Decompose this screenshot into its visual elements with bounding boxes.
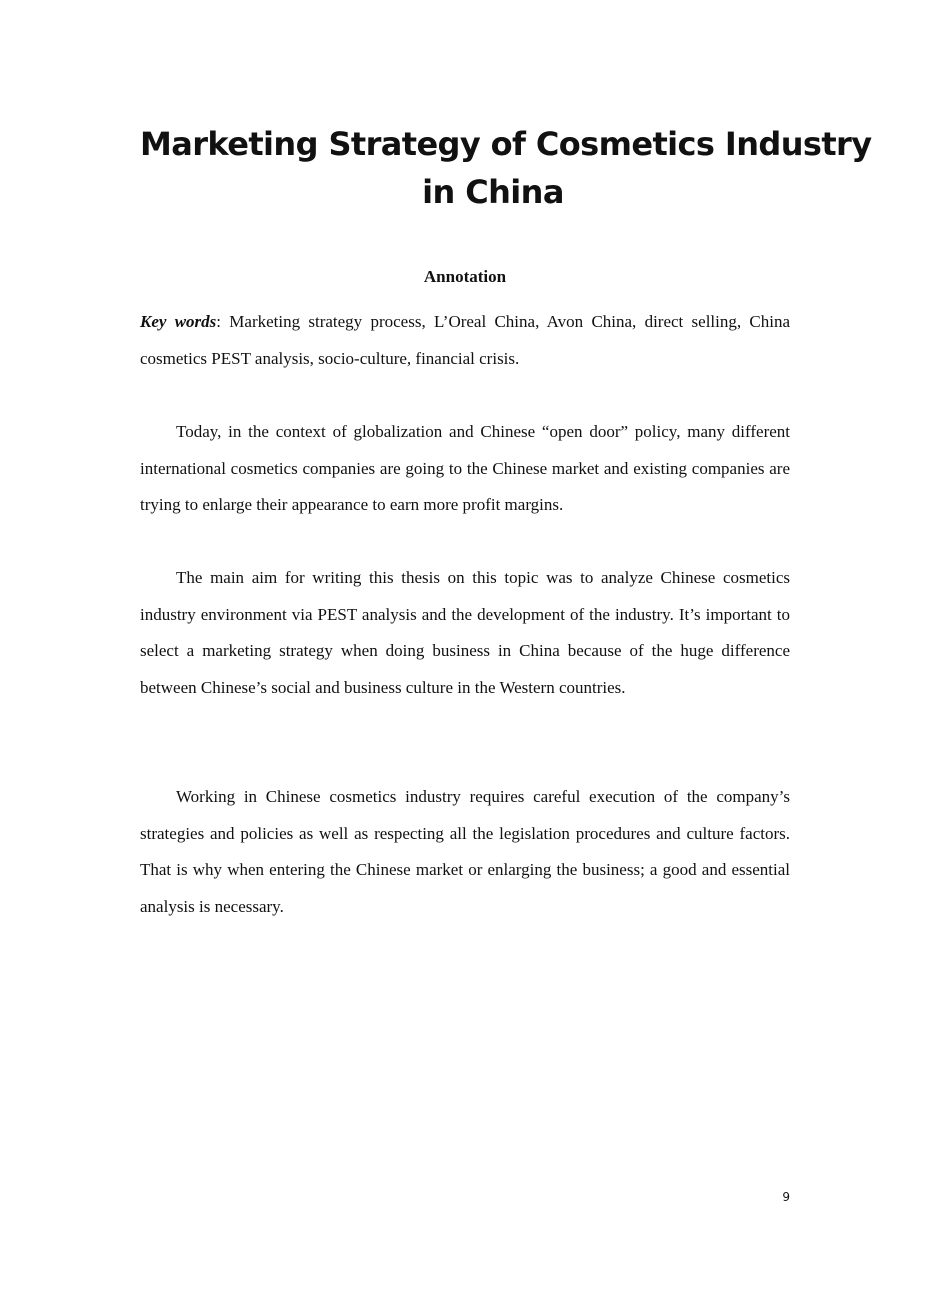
page-number: 9 [782, 1190, 790, 1204]
body-paragraph-3: Working in Chinese cosmetics industry requires careful execution of the company’s strategies and policies as well as respecting all the legislation procedures and culture factors. That is why when entering the Chinese market or enlarging the business; a good and essential analysis is necessary. [140, 787, 790, 916]
keywords-paragraph [140, 304, 790, 377]
title-line-1: Marketing Strategy of Cosmetics Industry [140, 125, 872, 163]
keywords-label: Key words [140, 312, 217, 331]
keywords-text: Marketing strategy process, L’Oreal China, Avon China, direct selling, China cosmetics PEST analysis, socio-culture, financial crisis. [140, 312, 791, 368]
body-paragraph-2: The main aim for writing this thesis on this topic was to analyze Chinese cosmetics industry environment via PEST analysis and the development of the industry. It’s important to select a marketing strategy when doing business in China because of the huge difference between Chinese’s social and business culture in the Western countries. [140, 568, 790, 697]
body-paragraph-1: Today, in the context of globalization and Chinese “open door” policy, many different international cosmetics companies are going to the Chinese market and existing companies are trying to enlarge their appearance to earn more profit margins. [140, 422, 790, 514]
document-title [140, 120, 872, 216]
title-line-2: in China [422, 173, 564, 211]
annotation-heading: Annotation [423, 267, 507, 286]
keywords-separator: : [216, 312, 222, 331]
